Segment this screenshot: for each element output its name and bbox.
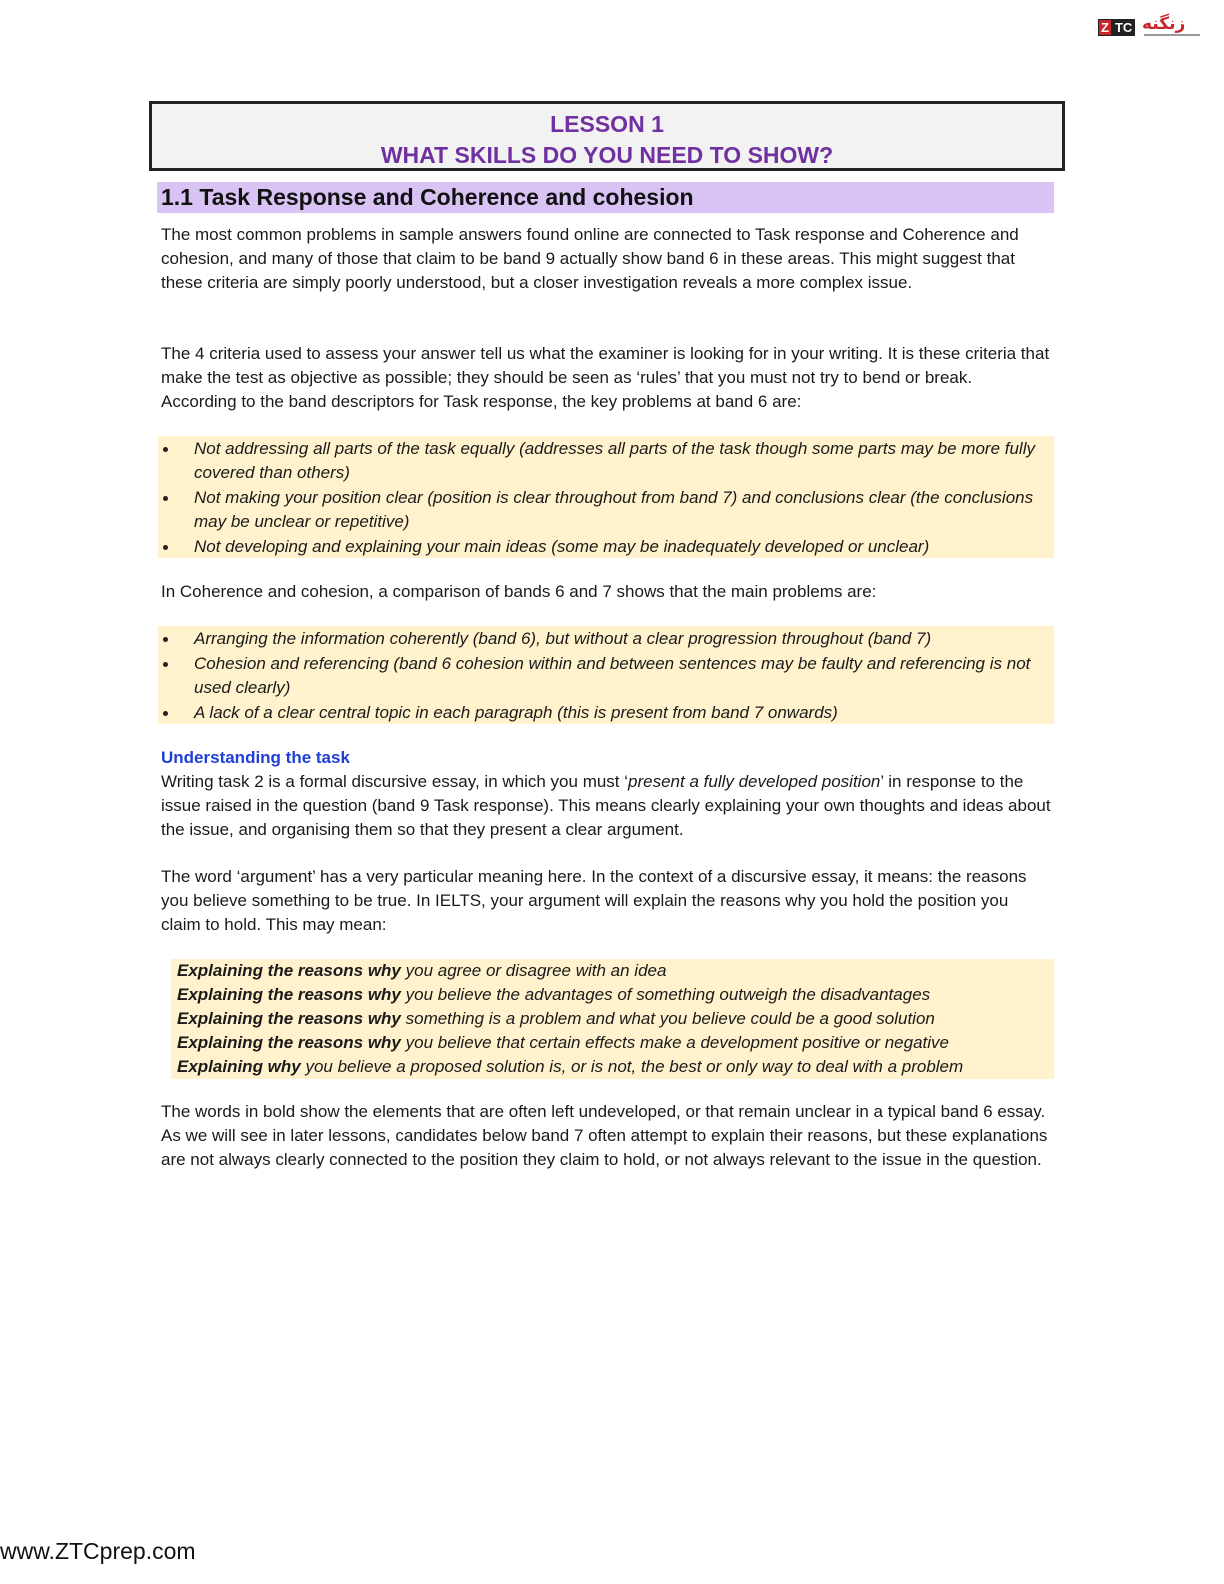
bullet-icon: [163, 447, 168, 452]
argument-paragraph: The word ‘argument’ has a very particular meaning here. In the context of a discursive essay, it means: the reasons you believe something to be true. In IELTS, your argument will explain the reasons why you hold the position you claim to hold. This may mean:: [161, 867, 1027, 934]
coherence-highlight: [158, 626, 1054, 724]
bullet-icon: [163, 637, 168, 642]
reason-line: [177, 1055, 1054, 1079]
section-heading: 1.1 Task Response and Coherence and cohesion: [157, 182, 1054, 213]
coherence-problems-list: [158, 627, 1054, 725]
reason-rest: something is a problem and what you believe could be a good solution: [400, 1009, 935, 1028]
ztc-logo-persian: زنگنه: [1142, 14, 1186, 34]
reasons-highlight: [171, 959, 1054, 1079]
ztc-logo-latin: [1098, 19, 1135, 36]
list-item: [158, 535, 1054, 559]
reason-rest: you believe that certain effects make a development positive or negative: [400, 1033, 949, 1052]
bullet-icon: [163, 662, 168, 667]
reason-bold: Explaining the reasons why: [177, 1009, 401, 1028]
coherence-paragraph: In Coherence and cohesion, a comparison of bands 6 and 7 shows that the main problems are:: [161, 582, 877, 601]
bold-words-paragraph: The words in bold show the elements that are often left undeveloped, or that remain unclear in a typical band 6 essay. As we will see in later lessons, candidates below band 7 often attempt to explain their reasons, but these explanations are not always clearly connected to the position they claim to hold, or not always relevant to the issue in the question.: [161, 1102, 1048, 1169]
list-item: [158, 437, 1054, 485]
lesson-title-box: [149, 101, 1065, 171]
reason-line: [177, 983, 1054, 1007]
ztc-logo-tc: TC: [1112, 19, 1135, 36]
ztc-logo-z: Z: [1098, 19, 1112, 36]
list-item-text: Not making your position clear (position is clear throughout from band 7) and conclusions clear (the conclusions may be unclear or repetitive): [194, 488, 1034, 531]
reasons-list: [171, 959, 1054, 1079]
list-item-text: A lack of a clear central topic in each paragraph (this is present from band 7 onwards): [194, 703, 838, 722]
list-item: [158, 627, 1054, 651]
reason-bold: Explaining the reasons why: [177, 1033, 401, 1052]
reason-rest: you agree or disagree with an idea: [400, 961, 667, 980]
list-item-text: Arranging the information coherently (band 6), but without a clear progression throughout (band 7): [194, 629, 932, 648]
bullet-icon: [163, 545, 168, 550]
reason-bold: Explaining why: [177, 1057, 301, 1076]
bullet-icon: [163, 496, 168, 501]
intro-paragraph: The most common problems in sample answers found online are connected to Task response and Coherence and cohesion, and many of those that claim to be band 9 actually show band 6 in these areas. This might suggest that these criteria are simply poorly understood, but a closer investigation reveals a more complex issue.: [161, 225, 1019, 292]
criteria-paragraph: The 4 criteria used to assess your answer tell us what the examiner is looking for in your writing. It is these criteria that make the test as objective as possible; they should be seen as ‘rules’ that you must not try to bend or break. According to the band descriptors for Task response, the key problems at band 6 are:: [161, 344, 1050, 411]
list-item-text: Cohesion and referencing (band 6 cohesion within and between sentences may be faulty and referencing is not used clearly): [194, 654, 1031, 697]
understanding-heading: Understanding the task: [161, 748, 350, 767]
list-item: [158, 701, 1054, 725]
bullet-icon: [163, 711, 168, 716]
task-response-problems-list: [158, 437, 1054, 559]
task-paragraph-end: ’ in response to the issue raised in the question (band 9 Task response). This means clearly explaining your own thoughts and ideas about the issue, and organising them so that they present a clear argument.: [161, 772, 1051, 839]
reason-bold: Explaining the reasons why: [177, 985, 401, 1004]
task-paragraph-start: Writing task 2 is a formal discursive essay, in which you must ‘: [161, 772, 629, 791]
reason-line: [177, 959, 1054, 983]
task-response-highlight: [158, 436, 1054, 558]
reason-rest: you believe a proposed solution is, or is not, the best or only way to deal with a problem: [300, 1057, 964, 1076]
reason-bold: Explaining the reasons why: [177, 961, 401, 980]
list-item-text: Not addressing all parts of the task equally (addresses all parts of the task though some parts may be more fully covered than others): [194, 439, 1035, 482]
lesson-title: WHAT SKILLS DO YOU NEED TO SHOW?: [380, 142, 834, 168]
reason-line: [177, 1007, 1054, 1031]
task-paragraph-quote: present a fully developed position: [628, 772, 881, 791]
list-item: [158, 486, 1054, 534]
ztc-logo: [1098, 14, 1206, 38]
ztc-logo-underline: [1144, 34, 1200, 36]
lesson-number: LESSON 1: [550, 111, 664, 137]
reason-line: [177, 1031, 1054, 1055]
task-paragraph: [161, 770, 1051, 842]
footer-url[interactable]: www.ZTCprep.com: [0, 1538, 196, 1564]
list-item-text: Not developing and explaining your main ideas (some may be inadequately developed or unclear): [194, 537, 930, 556]
reason-rest: you believe the advantages of something outweigh the disadvantages: [400, 985, 931, 1004]
list-item: [158, 652, 1054, 700]
